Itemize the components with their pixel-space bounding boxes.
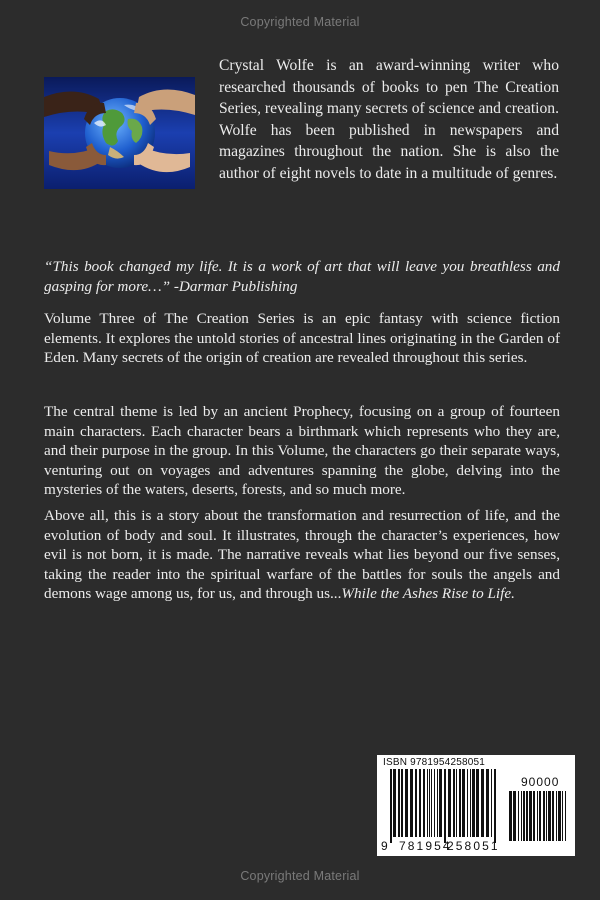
barcode-bar bbox=[467, 769, 468, 837]
barcode-bar bbox=[410, 769, 413, 837]
barcode-bar bbox=[434, 769, 435, 837]
description-paragraph-2: The central theme is led by an ancient Prophecy, focusing on a group of fourteen main characters. Each character bears a birthmark which represents who they are, and their purpose in the group. In this Volume, the characters go their separate ways, venturing out on voyages and adventures spanning the globe, delving into the mysteries of the waters, deserts, forests, and so much more. bbox=[44, 403, 560, 498]
barcode-bar bbox=[427, 769, 428, 837]
barcode-bar bbox=[429, 769, 430, 837]
barcode-bar bbox=[415, 769, 417, 837]
author-photo-hands-holding-earth bbox=[44, 77, 195, 189]
barcode-bar bbox=[533, 791, 535, 841]
barcode-bar bbox=[423, 769, 425, 837]
barcode-bar bbox=[398, 769, 400, 837]
copyright-watermark-top: Copyrighted Material bbox=[240, 15, 360, 29]
barcode-bar bbox=[462, 769, 465, 837]
barcode-bar bbox=[529, 791, 532, 841]
barcode-bar bbox=[518, 791, 519, 841]
barcode-bar bbox=[562, 791, 563, 841]
barcode-bar bbox=[537, 791, 538, 841]
barcode-bar bbox=[521, 791, 522, 841]
barcode-bar bbox=[548, 791, 551, 841]
review-quote: “This book changed my life. It is a work of art that will leave you breathless and gasping for more…” -Darmar Publishing bbox=[44, 258, 560, 295]
barcode-bar bbox=[526, 791, 528, 841]
barcode-bar bbox=[390, 769, 392, 843]
barcode-bar bbox=[513, 791, 516, 841]
barcode-bar bbox=[431, 769, 432, 837]
barcode-digits-left: 781954 bbox=[399, 839, 452, 853]
barcode-bar bbox=[539, 791, 541, 841]
barcode-bar bbox=[448, 769, 451, 837]
price-code: 90000 bbox=[521, 775, 560, 789]
isbn-barcode bbox=[377, 755, 575, 856]
barcode-bar bbox=[486, 769, 489, 837]
description-paragraph-1: Volume Three of The Creation Series is an epic fantasy with science fiction elements. It explores the untold stories of ancestral lines originating in the Garden of Eden. Many secrets of the origin of creation are revealed throughout this series. bbox=[44, 310, 560, 366]
barcode-digits-right: 258051 bbox=[447, 839, 500, 853]
barcode-bar bbox=[565, 791, 566, 841]
barcode-bar bbox=[470, 769, 471, 837]
isbn-label: ISBN 9781954258051 bbox=[383, 757, 486, 768]
barcode-bar bbox=[494, 769, 496, 843]
barcode-bar bbox=[401, 769, 403, 837]
barcode-bar bbox=[523, 791, 525, 841]
barcode-bar bbox=[419, 769, 421, 837]
barcode-bar bbox=[509, 791, 512, 841]
barcode-bar bbox=[456, 769, 457, 837]
barcode-digit-first: 9 bbox=[381, 839, 390, 853]
barcode-bar bbox=[437, 769, 438, 837]
barcode-bar bbox=[546, 791, 547, 841]
barcode-bar bbox=[491, 769, 492, 837]
author-bio: Crystal Wolfe is an award-winning writer who researched thousands of books to pen The Creation Series, revealing many secrets of science and creation. Wolfe has been published in newspapers and magazines throughout the nation. She is also the author of eight novels to date in a multitude of genres. bbox=[219, 57, 559, 182]
barcode-bar bbox=[476, 769, 479, 837]
closing-italic-title: While the Ashes Rise to Life. bbox=[341, 585, 515, 602]
barcode-bar bbox=[393, 769, 396, 837]
barcode-bar bbox=[444, 769, 446, 843]
barcode-bar bbox=[558, 791, 561, 841]
copyright-watermark-bottom: Copyrighted Material bbox=[240, 869, 360, 883]
barcode-bar bbox=[472, 769, 475, 837]
barcode-bar bbox=[405, 769, 408, 837]
barcode-bar bbox=[543, 791, 545, 841]
barcode-bar bbox=[453, 769, 455, 837]
barcode-bar bbox=[552, 791, 554, 841]
barcode-bar bbox=[556, 791, 557, 841]
description-paragraph-3 bbox=[44, 506, 560, 604]
barcode-bar bbox=[459, 769, 461, 837]
description-paragraph-3-text: Above all, this is a story about the transformation and resurrection of life, and the evolution of body and soul. It illustrates, through the character’s experiences, how evil is not born, it is made. The narrative reveals what lies beyond our five senses, taking the reader into the spiritual warfare of the battles for souls the angels and demons wage among us, for us, and through us... bbox=[44, 507, 560, 602]
barcode-bar bbox=[439, 769, 442, 837]
barcode-bar bbox=[481, 769, 484, 837]
